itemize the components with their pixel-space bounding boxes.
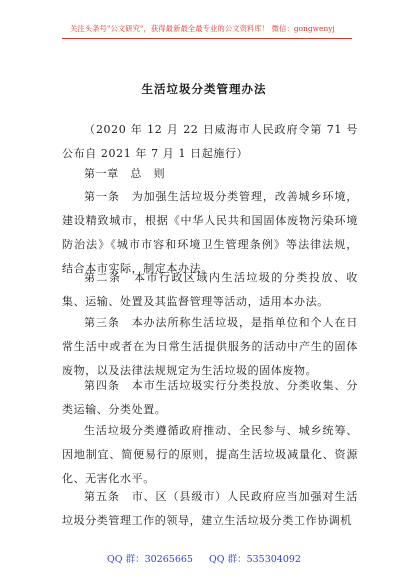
promulgation-note: （2020 年 12 月 22 日威海市人民政府令第 71 号公布自 2021 年 7 月 1 日起施行） <box>62 123 358 160</box>
article-1: 第一条 为加强生活垃圾分类管理，改善城乡环境，建设精致城市，根据《中华人民共和国固体废物污染环境防治法》《城市市容和环境卫生管理条例》等法律法规，结合本市实际，制定本办法。 <box>62 190 358 275</box>
header-banner: 关注头条号"公文研究"，获得最新最全最专业的公文资料库！ 微信：gongwenyj <box>70 24 335 33</box>
chapter-heading: 第一章 总 则 <box>84 167 166 180</box>
footer-qq-group-1: QQ 群：30265665 <box>107 554 193 565</box>
header-divider <box>62 38 352 39</box>
article-3: 第三条 本办法所称生活垃圾，是指单位和个人在日常生活中或者在为日常生活提供服务的活动中产生的固体废物，以及法律法规规定为生活垃圾的固体废物。 <box>62 316 358 377</box>
footer-qq-group-2: QQ 群：535304092 <box>208 554 301 565</box>
footer-banner <box>0 551 408 565</box>
article-4-paragraph-2: 生活垃圾分类遵循政府推动、全民参与、城乡统筹、因地制宜、简便易行的原则，提高生活垃圾减量化、资源化、无害化水平。 <box>62 424 358 485</box>
article-5: 第五条 市、区（县级市）人民政府应当加强对生活垃圾分类管理工作的领导，建立生活垃圾分类工作协调机 <box>62 490 358 527</box>
article-2: 第二条 本市行政区域内生活垃圾的分类投放、收集、运输、处置及其监督管理等活动，适用本办法。 <box>62 271 358 308</box>
document-title: 生活垃圾分类管理办法 <box>141 82 267 96</box>
article-4: 第四条 本市生活垃圾实行分类投放、分类收集、分类运输、分类处置。 <box>62 379 358 416</box>
